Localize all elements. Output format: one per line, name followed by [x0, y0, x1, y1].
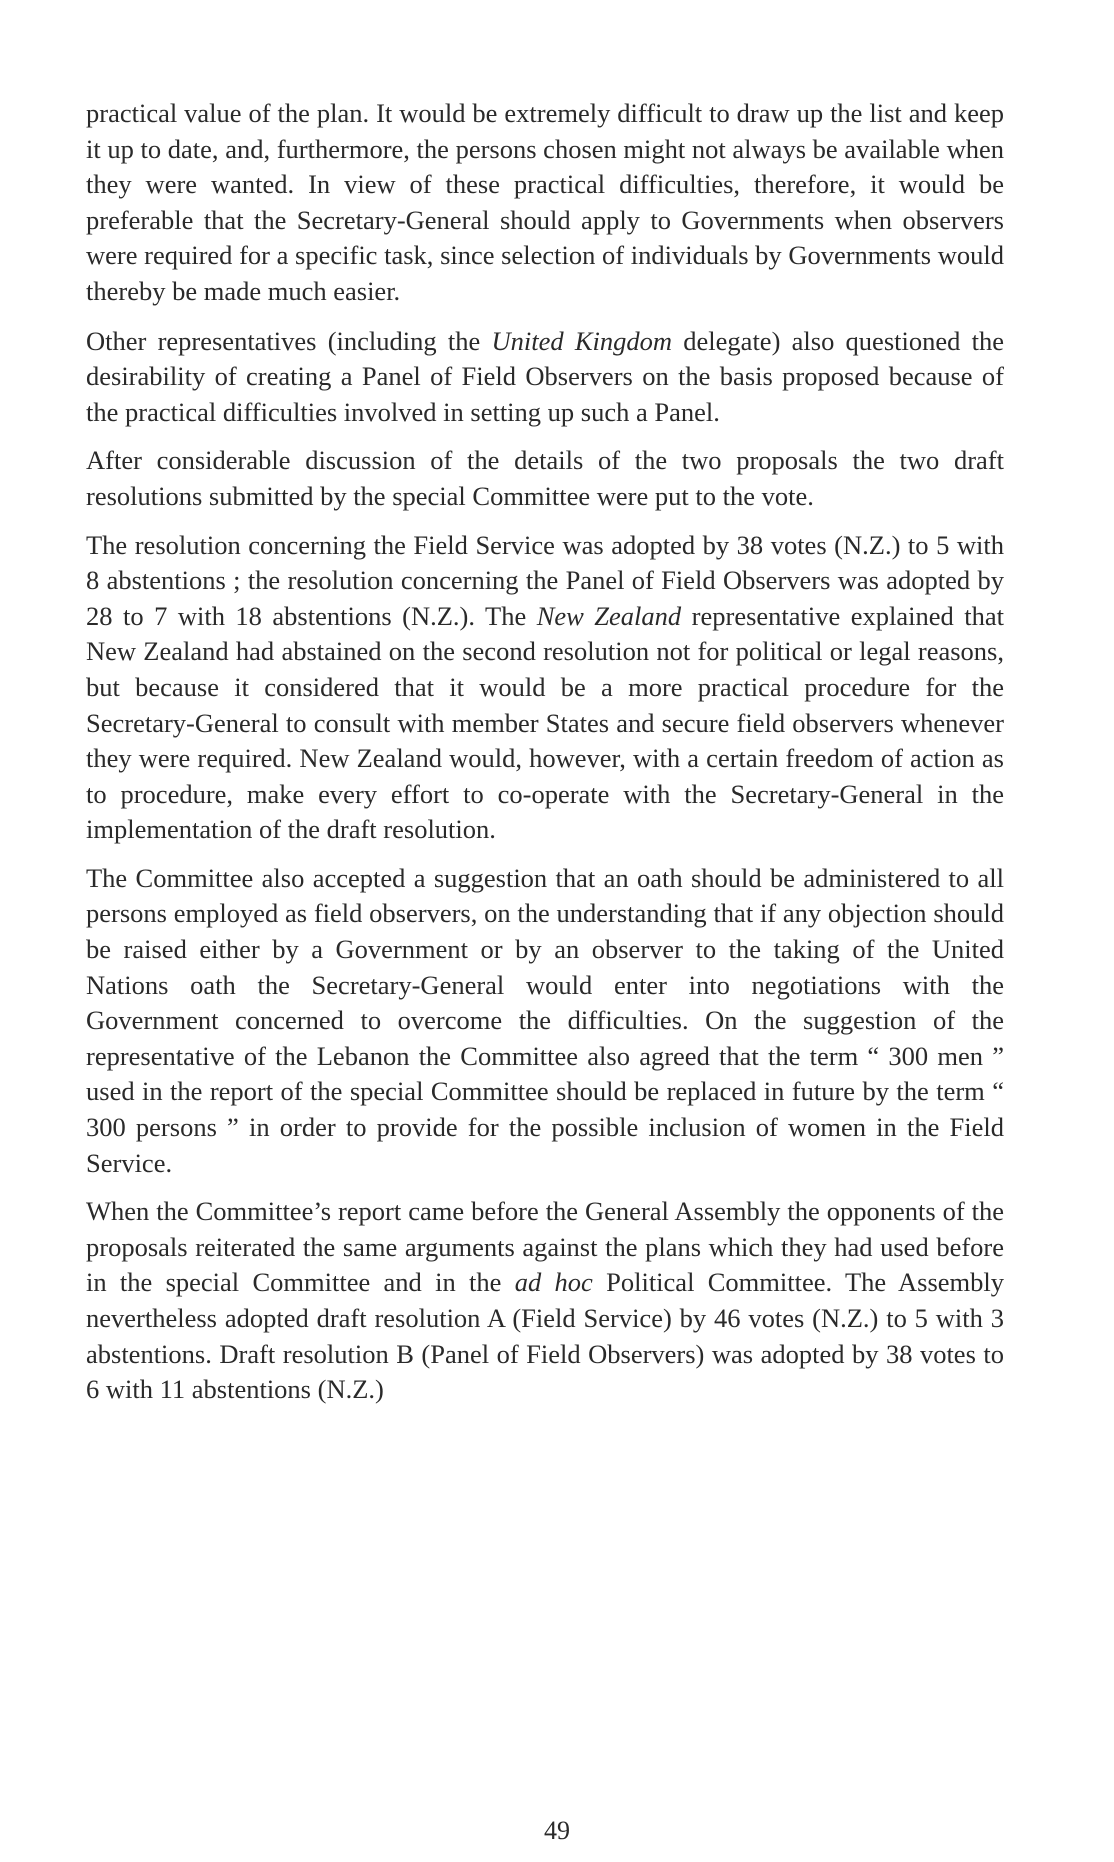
paragraph-4-text-b: representative explained that New Zealand had abstained on the second resolution not for political or legal reasons, but because it considered that it would be a more practical procedure for the Secretary-General to consult with member States and secure field observers whenever they were required. New Zealand would, however, with a certain freedom of action as to procedure, make every effort to co-operate with the Secretary-General in the implementation of the draft resolution. [86, 600, 1004, 845]
latin-phrase-italic: ad hoc [514, 1267, 593, 1298]
paragraph-6 [86, 1194, 1004, 1408]
paragraph-2 [86, 324, 1004, 431]
country-name-italic: New Zealand [536, 600, 682, 631]
paragraph-5-text: The Committee also accepted a suggestion that an oath should be administered to all persons employed as field observers, on the understanding that if any objection should be raised either by a Government or by an observer to the taking of the United Nations oath the Secretary-General would enter into negotiations with the Government concerned to overcome the difficulties. On the suggestion of the representative of the Lebanon the Committee also agreed that the term “ 300 men ” used in the report of the special Committee should be replaced in future by the term “ 300 persons ” in order to provide for the possible inclusion of women in the Field Service. [86, 862, 1004, 1178]
page-number: 49 [544, 1816, 570, 1845]
paragraph-3 [86, 443, 1004, 514]
paragraph-1-text: practical value of the plan. It would be extremely difficult to draw up the list and keep it up to date, and, furthermore, the persons chosen might not always be available when they were wanted. In view of these practical difficulties, therefore, it would be preferable that the Secretary-General should apply to Governments when observers were required for a specific task, since selection of individuals by Governments would thereby be made much easier. [86, 98, 1004, 306]
paragraph-2-text-a: Other representatives (including the [86, 325, 492, 356]
paragraph-6-text-b: Political Committee. The Assembly nevertheless adopted draft resolution A (Field Service) by 46 votes (N.Z.) to 5 with 3 abstentions. Draft resolution B (Panel of Field Observers) was adopted by 38 votes to 6 with 11 abstentions (N.Z.) [86, 1267, 1004, 1405]
paragraph-3-text: After considerable discussion of the details of the two proposals the two draft resolutions submitted by the special Committee were put to the vote. [86, 445, 1004, 511]
paragraph-5 [86, 861, 1004, 1181]
country-name-italic: United Kingdom [491, 325, 673, 356]
paragraph-4 [86, 528, 1004, 848]
paragraph-4-text-a: The resolution concerning the Field Service was adopted by 38 votes (N.Z.) to 5 with 8 abstentions ; the resolution concerning the Panel of Field Observers was adopted by 28 to 7 with 18 abstentions (N.Z.). The [86, 529, 1004, 631]
paragraph-6-text-a: When the Committee’s report came before the General Assembly the opponents of the proposals reiterated the same arguments against the plans which they had used before in the special Committee and in the [86, 1196, 1004, 1298]
paragraph-2-text-b: delegate) also questioned the desirability of creating a Panel of Field Observers on the basis proposed because of the practical difficulties involved in setting up such a Panel. [86, 325, 1004, 427]
document-page [86, 96, 1004, 1421]
paragraph-1 [86, 96, 1004, 310]
